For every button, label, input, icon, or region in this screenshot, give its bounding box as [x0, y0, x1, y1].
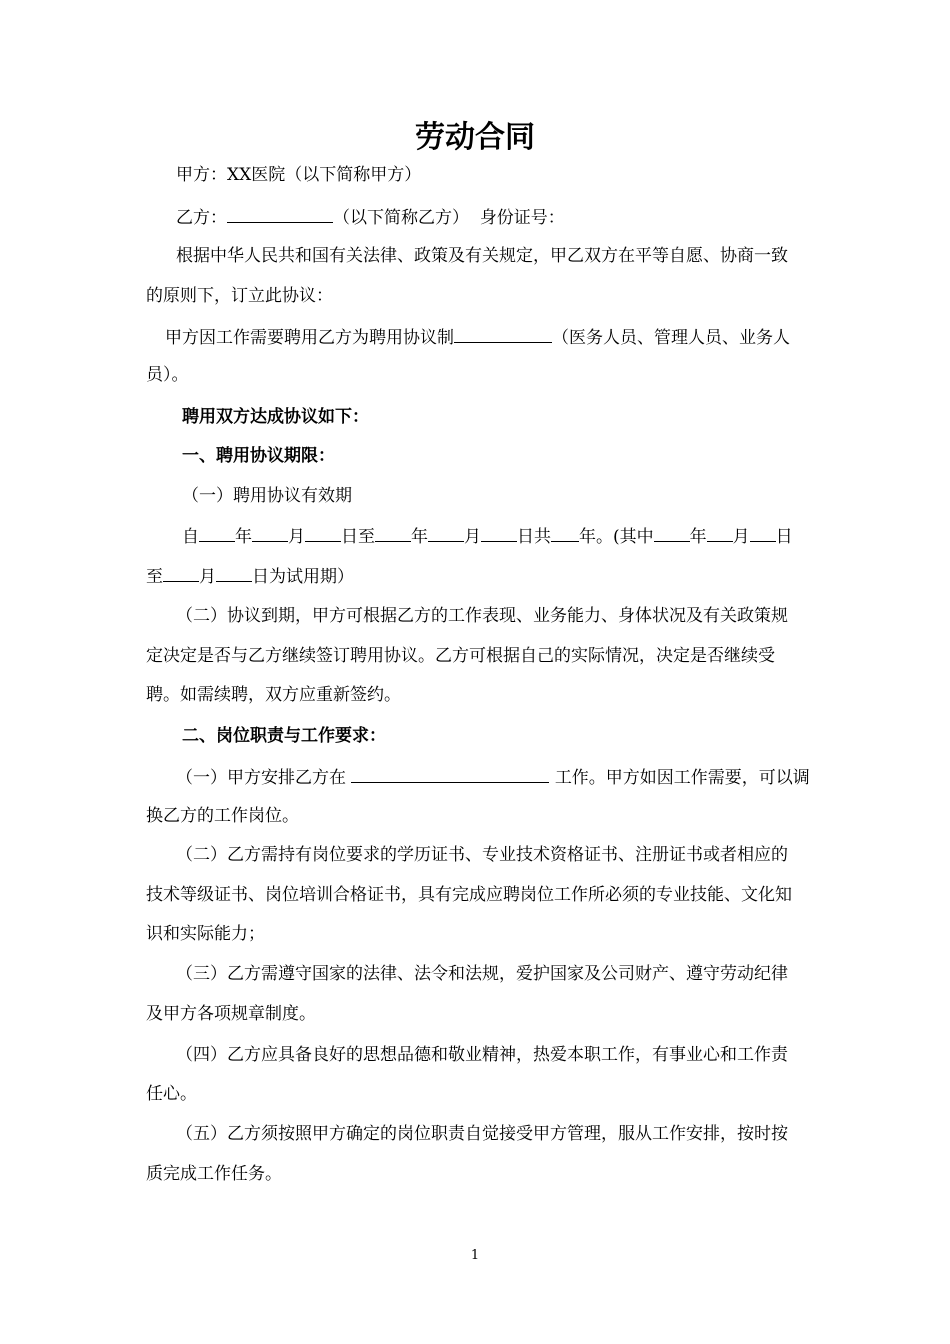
section-2-item-3-line-1: （三）乙方需遵守国家的法律、法令和法规，爱护国家及公司财产、遵守劳动纪律 [176, 964, 788, 984]
term-text-nian-3: 年 [689, 527, 707, 547]
term-text-yue-4: 月 [199, 567, 216, 587]
hire-pre: 甲方因工作需要聘用乙方为聘用协议制 [165, 328, 454, 348]
section-2-item-2-line-1: （二）乙方需持有岗位要求的学历证书、专业技术资格证书、注册证书或者相应的 [176, 845, 788, 865]
start-day-blank [305, 523, 341, 542]
section-2-item-4-line-2: 任心。 [146, 1084, 197, 1104]
position-type-blank [454, 324, 552, 343]
work-post-blank [351, 764, 549, 783]
term-text-nian-2: 年 [411, 527, 428, 547]
section-1-heading: 一、聘用协议期限： [182, 446, 335, 466]
agreement-heading: 聘用双方达成协议如下： [182, 407, 369, 427]
section-2-item-4-line-1: （四）乙方应具备良好的思想品德和敬业精神，热爱本职工作，有事业心和工作责 [176, 1045, 788, 1065]
section-2-item-2-line-2: 技术等级证书、岗位培训合格证书，具有完成应聘岗位工作所必须的专业技能、文化知 [146, 885, 792, 905]
section-1-item-2-line-2: 定决定是否与乙方继续签订聘用协议。乙方可根据自己的实际情况，决定是否继续受 [146, 646, 775, 666]
section-2-item-5-line-2: 质完成工作任务。 [146, 1164, 282, 1184]
term-text-shiyong: 日为试用期） [252, 567, 354, 587]
hire-line-1 [165, 324, 790, 350]
term-line-1 [182, 523, 793, 549]
end-year-blank [375, 523, 411, 542]
hire-line-2: 员）。 [146, 365, 189, 385]
section-2-heading: 二、岗位职责与工作要求： [182, 726, 386, 746]
section-2-item-1-post: 工作。甲方如因工作需要，可以调 [554, 768, 810, 788]
section-1-item-1: （一）聘用协议有效期 [182, 486, 352, 506]
hire-post: （医务人员、管理人员、业务人 [552, 328, 790, 348]
party-b-line [176, 204, 565, 230]
page-number: 1 [470, 1248, 480, 1263]
section-1-item-2-line-3: 聘。如需续聘，双方应重新签约。 [146, 685, 401, 705]
term-text-qizhong: 年。(其中 [579, 527, 654, 547]
party-a-line: 甲方：XX医院（以下简称甲方） [176, 165, 422, 185]
term-text-zi: 自 [182, 527, 199, 547]
party-b-note: （以下简称乙方） [333, 208, 469, 228]
term-line-2 [146, 563, 354, 589]
trial-end-day-blank [216, 563, 252, 582]
section-2-item-3-line-2: 及甲方各项规章制度。 [146, 1004, 316, 1024]
term-text-zhi: 至 [146, 567, 163, 587]
term-text-yue-2: 月 [464, 527, 481, 547]
term-text-rizhi: 日至 [341, 527, 375, 547]
section-2-item-1-line-2: 换乙方的工作岗位。 [146, 806, 299, 826]
total-years-blank [551, 523, 579, 542]
section-2-item-5-line-1: （五）乙方须按照甲方确定的岗位职责自觉接受甲方管理，服从工作安排，按时按 [176, 1124, 788, 1144]
trial-start-month-blank [707, 523, 733, 542]
id-number-label: 身份证号： [479, 208, 565, 228]
trial-start-day-blank [750, 523, 776, 542]
party-b-name-blank [227, 204, 333, 223]
end-day-blank [481, 523, 517, 542]
start-month-blank [252, 523, 288, 542]
trial-end-month-blank [163, 563, 199, 582]
party-b-label: 乙方： [176, 208, 227, 228]
intro-line-1: 根据中华人民共和国有关法律、政策及有关规定，甲乙双方在平等自愿、协商一致 [176, 246, 788, 266]
term-text-yue-3: 月 [732, 527, 750, 547]
start-year-blank [199, 523, 235, 542]
section-2-item-2-line-3: 识和实际能力； [146, 924, 265, 944]
end-month-blank [428, 523, 464, 542]
trial-start-year-blank [654, 523, 690, 542]
section-1-item-2-line-1: （二）协议到期，甲方可根据乙方的工作表现、业务能力、身体状况及有关政策规 [176, 606, 788, 626]
term-text-nian: 年 [235, 527, 252, 547]
intro-line-2: 的原则下，订立此协议： [146, 286, 333, 306]
section-2-item-1-line-1 [176, 764, 810, 790]
term-text-yue: 月 [288, 527, 305, 547]
term-text-rigong: 日共 [517, 527, 551, 547]
document-title: 劳动合同 [415, 120, 535, 155]
term-text-ri: 日 [775, 527, 793, 547]
section-2-item-1-pre: （一）甲方安排乙方在 [176, 768, 346, 788]
